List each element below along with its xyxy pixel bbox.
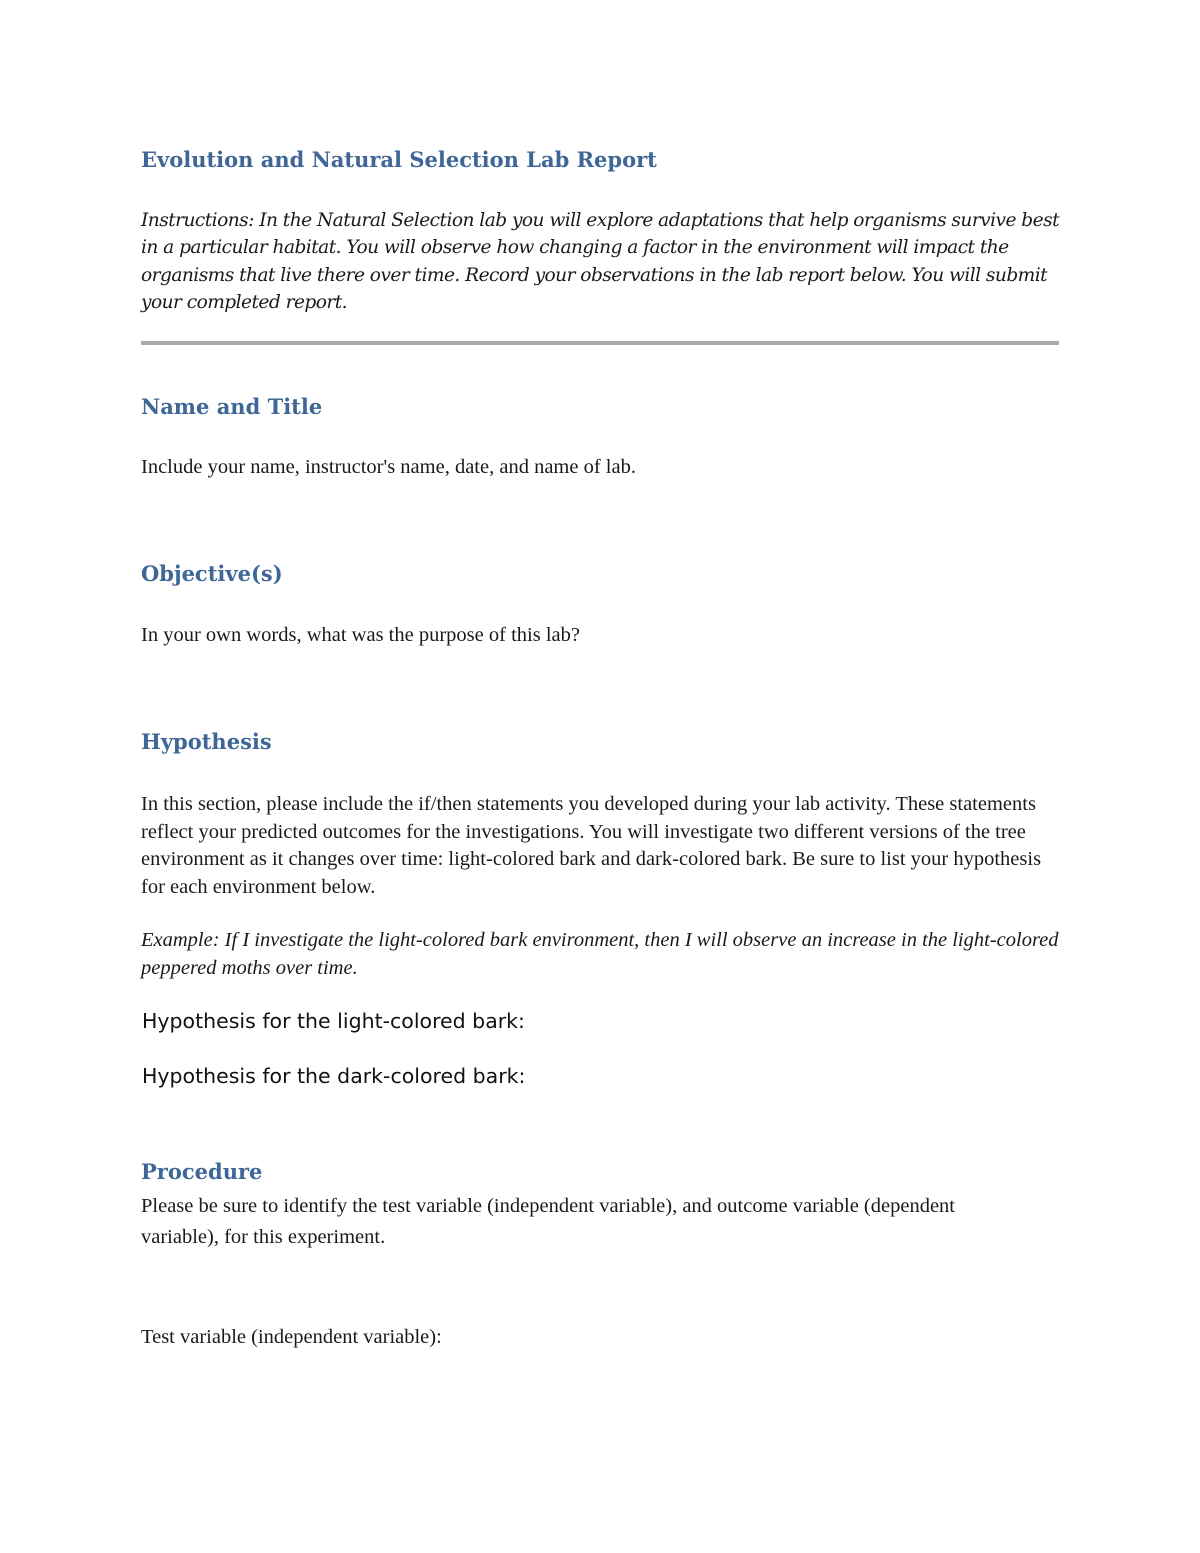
hypothesis-example: Example: If I investigate the light-colored bark environment, then I will observe an increase in the light-colored peppered moths over time.	[141, 929, 1059, 979]
objectives-heading: Objective(s)	[141, 561, 283, 586]
test-variable-label: Test variable (independent variable):	[141, 1326, 442, 1348]
hypothesis-heading: Hypothesis	[141, 729, 272, 754]
instructions-paragraph: Instructions: In the Natural Selection lab you will explore adaptations that help organisms survive best in a particular habitat. You will observe how changing a factor in the environment will impact the organisms that live there over time. Record your observations in the lab report below. You will submit your completed report.	[141, 210, 1060, 313]
procedure-body: Please be sure to identify the test variable (independent variable), and outcome variable (dependent variable), for this experiment.	[141, 1195, 955, 1248]
objectives-body: In your own words, what was the purpose of this lab?	[141, 624, 580, 646]
name-title-heading: Name and Title	[141, 394, 323, 419]
procedure-heading: Procedure	[141, 1159, 263, 1184]
hypothesis-body: In this section, please include the if/then statements you developed during your lab activity. These statements reflect your predicted outcomes for the investigations. You will investigate two different versions of the tree environment as it changes over time: light-colored bark and dark-colored bark. Be sure to list your hypothesis for each environment below.	[141, 793, 1042, 898]
hypothesis-dark-label: Hypothesis for the dark-colored bark:	[142, 1064, 526, 1088]
name-title-body: Include your name, instructor's name, date, and name of lab.	[141, 456, 636, 478]
horizontal-divider	[141, 341, 1059, 345]
hypothesis-light-label: Hypothesis for the light-colored bark:	[142, 1009, 525, 1033]
document-title: Evolution and Natural Selection Lab Report	[141, 147, 657, 172]
